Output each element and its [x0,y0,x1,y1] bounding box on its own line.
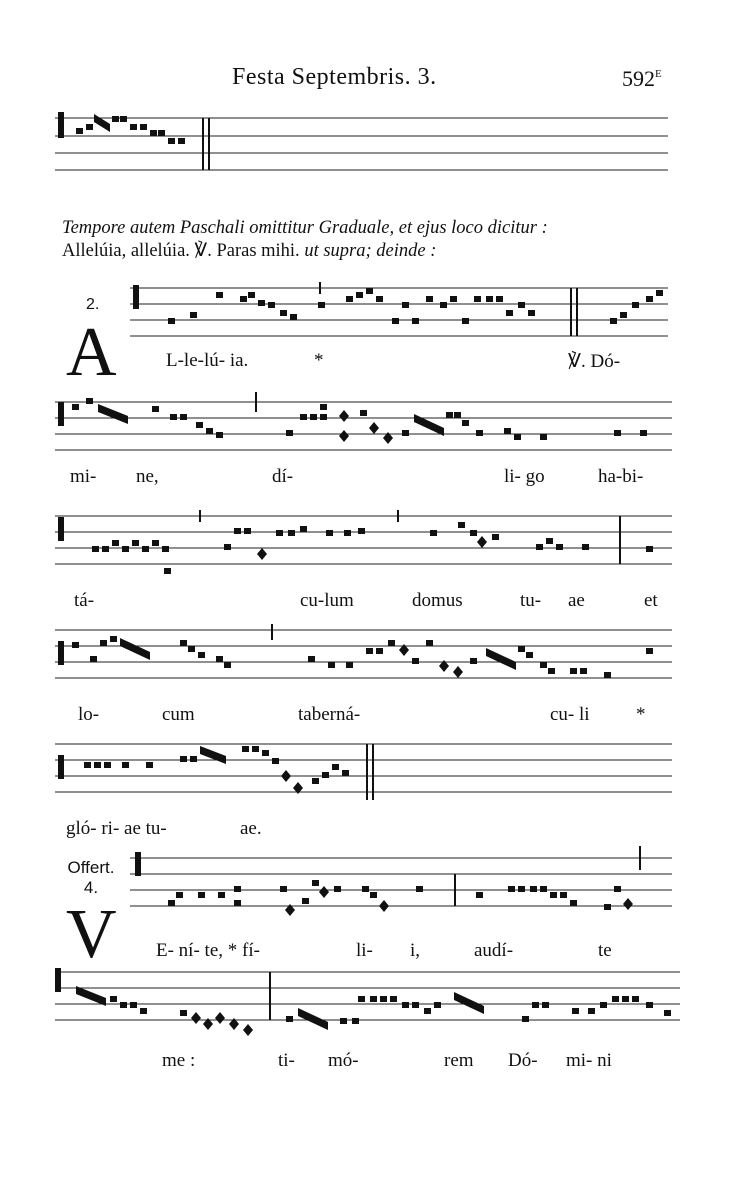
lyric-alleluia-2c: dí- [272,466,294,487]
lyric-alleluia-5a: gló- ri- ae tu- [66,818,167,839]
lyric-offertory-1b: li- [356,940,373,961]
lyric-alleluia-4c: taberná- [298,704,361,725]
alleluia-number: 2. [86,296,100,313]
lyric-alleluia-3f: et [644,590,658,611]
lyric-offertory-2b: ti- [278,1050,295,1071]
staff-6 [130,858,672,906]
lyric-alleluia-5b: ae. [240,818,262,839]
lyric-alleluia-1a: L-le-lú- ia. [166,350,249,371]
lyric-alleluia-4b: cum [162,704,195,725]
offertory-initial: V [66,896,117,973]
page-number-suffix: E [655,68,662,80]
lyric-offertory-2d: rem [444,1050,474,1071]
lyric-alleluia-3b: cu-lum [300,590,354,611]
lyric-alleluia-1b: * [314,350,324,371]
lyric-alleluia-2e: ha-bi- [598,466,644,487]
lyric-offertory-2a: me : [162,1050,196,1071]
lyric-alleluia-3c: domus [412,590,463,611]
lyric-offertory-1c: i, [410,940,421,961]
lyric-alleluia-2a: mi- [70,466,97,487]
lyric-alleluia-1c: ℣. Dó- [568,351,621,372]
lyric-offertory-2f: mi- ni [566,1050,612,1071]
lyric-alleluia-2b: ne, [136,466,159,487]
lyric-alleluia-3e: ae [568,590,585,611]
lyric-alleluia-3a: tá- [74,590,95,611]
staff-7 [55,972,680,1020]
lyric-offertory-1a: E- ní- te, * fí- [156,940,260,961]
offertory-label: Offert. 4. [67,858,115,897]
lyric-offertory-2e: Dó- [508,1050,538,1071]
page-number: $592^E$ [622,66,662,91]
lyric-alleluia-3d: tu- [520,590,542,611]
staff-1 [130,288,668,336]
alleluia-initial: A [66,314,117,391]
lyric-offertory-1e: te [598,940,612,961]
lyric-offertory-1d: audí- [474,940,514,961]
lyric-alleluia-2d: li- go [504,466,545,487]
rubric-line-2: Allelúia, allelúia. ℣. Paras mihi. ut supra; deinde : [62,241,437,261]
lyric-alleluia-4a: lo- [78,704,100,725]
lyric-offertory-2c: mó- [328,1050,359,1071]
staff-2 [55,402,672,450]
staff-3 [55,516,672,564]
rubric-line-1: Tempore autem Paschali omittitur Graduale, et ejus loco dicitur : [62,218,548,238]
page-title: Festa Septembris. 3. [232,64,437,90]
lyric-alleluia-4d: cu- li [550,704,590,725]
lyric-alleluia-4e: * [636,704,646,725]
